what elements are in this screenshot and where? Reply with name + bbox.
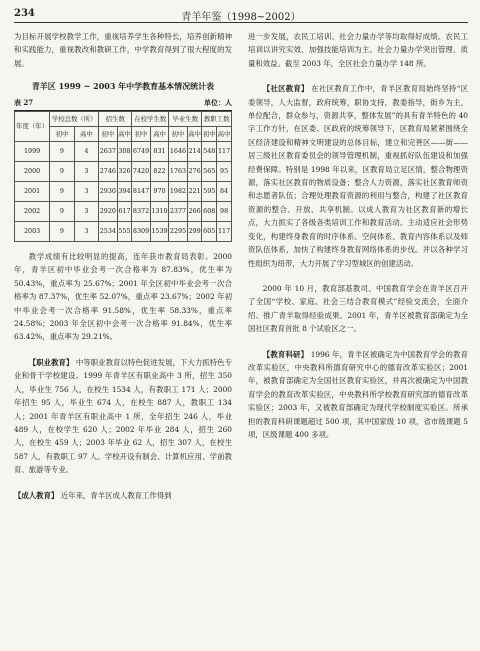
header-rule xyxy=(14,22,468,23)
col-graduates: 毕业生数 xyxy=(169,112,202,127)
table-cell: 822 xyxy=(150,162,168,182)
table-cell: 608 xyxy=(202,202,217,222)
section-label: 【社区教育】 xyxy=(262,84,309,94)
table-cell: 1539 xyxy=(150,222,168,242)
year-cell: 2003 xyxy=(15,222,50,242)
sub-gao: 高中 xyxy=(117,127,132,142)
statistics-table xyxy=(14,111,232,242)
table-cell: 308 xyxy=(117,142,132,162)
col-enroll: 招生数 xyxy=(99,112,132,127)
table-cell: 831 xyxy=(150,142,168,162)
table-cell: 8147 xyxy=(132,182,150,202)
table-cell: 9 xyxy=(50,222,74,242)
table-cell: 266 xyxy=(187,202,202,222)
table-row xyxy=(15,182,232,202)
table-cell: 1646 xyxy=(169,142,187,162)
table-cell: 394 xyxy=(117,182,132,202)
table-cell: 3 xyxy=(74,222,98,242)
right-paragraph-1: 进一步发展，农民工培训、社会力量办学等均取得好成绩。农民工培训以讲究实效、加强技能培训为主。社会力量办学突出管理、质量和效益。截至 2003 年，全区社会力量办学 148 所。 xyxy=(248,32,468,68)
table-cell: 326 xyxy=(117,162,132,182)
table-cell: 565 xyxy=(202,162,217,182)
col-schools: 学校总数（所） xyxy=(50,112,99,127)
table-cell: 1310 xyxy=(150,202,168,222)
right-column xyxy=(248,30,468,441)
table-cell: 299 xyxy=(187,222,202,242)
table-cell: 595 xyxy=(202,182,217,202)
table-cell: 2295 xyxy=(169,222,187,242)
table-cell: 117 xyxy=(217,222,232,242)
page-number: 234 xyxy=(14,8,35,19)
section-label: 【成人教育】 xyxy=(14,490,59,500)
table-cell: 3 xyxy=(74,202,98,222)
table-cell: 2637 xyxy=(99,142,117,162)
table-cell: 3 xyxy=(74,162,98,182)
table-cell: 8309 xyxy=(132,222,150,242)
table-cell: 2746 xyxy=(99,162,117,182)
left-paragraph-1: 为目标开展学校教学工作，重视培养学生各种特长，培养创新精神和实践能力，重视教改和教研工作，中学教育得到了很大程度的发展。 xyxy=(14,32,232,68)
col-year: 年度（年） xyxy=(15,112,50,142)
table-cell: 9 xyxy=(50,182,74,202)
table-cell: 221 xyxy=(187,182,202,202)
table-cell: 1982 xyxy=(169,182,187,202)
sub-gao: 高中 xyxy=(74,127,98,142)
year-cell: 2002 xyxy=(15,202,50,222)
table-cell: 3 xyxy=(74,182,98,202)
table-cell: 617 xyxy=(117,202,132,222)
table-id: 表 27 xyxy=(14,97,34,107)
table-cell: 2920 xyxy=(99,202,117,222)
table-cell: 7420 xyxy=(132,162,150,182)
table-cell: 605 xyxy=(202,222,217,242)
table-title: 青羊区 1999 ~ 2003 年中学教育基本情况统计表 xyxy=(31,81,215,92)
table-cell: 2930 xyxy=(99,182,117,202)
table-cell: 2377 xyxy=(169,202,187,222)
table-row xyxy=(15,142,232,162)
table-cell: 555 xyxy=(117,222,132,242)
table-cell: 970 xyxy=(150,182,168,202)
section-text: 中等职业教育以特色促进发展，下大力抓特色专业和骨干学校建设。1999 年青羊区有职业高中 3 所，招生 350 人，毕业生 756 人，在校生 1534 人，有教职工 171 人；2000 年招生 95 人，毕业生 674 人，在校生 887 人，教职工 134 人；2001 年青羊区有职业高中 1 所，全年招生 246 人，毕业 489 人，在校学生 620 人；2002 年毕业 284 人，招生 260 人，在校生 459 人；2003 年毕业 62 人，招生 307 人，在校生 587 人，有教职工 97 人。学校开设有制会、计算机应用、学前教育、旅游等专业。 xyxy=(14,357,232,475)
section-adult xyxy=(14,489,232,502)
col-staff: 教职工数 xyxy=(202,112,232,127)
table-row xyxy=(15,222,232,242)
table-cell: 9 xyxy=(50,142,74,162)
sub-chu: 初中 xyxy=(202,127,217,142)
sub-gao: 高中 xyxy=(150,127,168,142)
table-cell: 9 xyxy=(50,162,74,182)
table-cell: 548 xyxy=(202,142,217,162)
left-column xyxy=(14,30,232,502)
table-cell: 9 xyxy=(50,202,74,222)
section-vocational xyxy=(14,356,232,477)
table-row xyxy=(15,162,232,182)
table-meta xyxy=(14,96,232,111)
right-paragraph-2: 2000 年 10 月，教育部基教司、中国教育学会在青羊区召开了全国“学校、家庭、社会三结合教育模式”经验交流会，全面介绍、推广青羊取得经验成果。2001 年，青羊区被教育部确定为全国社区教育首批 8 个试验区之一。 xyxy=(248,283,468,334)
table-unit: 单位：人 xyxy=(204,97,232,107)
section-label: 【教育科研】 xyxy=(262,349,309,359)
table-cell: 84 xyxy=(217,182,232,202)
section-text: 1996 年，青羊区被确定为中国教育学会的教育改革实验区，中央教科所德育研究中心的德育改革实验区；2001 年，被教育部确定为全国社区教育实验区，并再次被确定为中国教育学会的教育改革实验区，中央教科所学校教育研究部的德育改革实验区；2003 年，又被教育部确定为现代学校制度实验区。所承担的教育科研课题超过 500 项，其中国家级 10 项，省市级课题 5 项，区级课题 400 多项。 xyxy=(248,349,468,439)
section-text: 近年来，青羊区成人教育工作得到 xyxy=(60,490,172,500)
section-research xyxy=(248,348,468,442)
table-cell: 214 xyxy=(187,142,202,162)
table-row xyxy=(15,202,232,222)
col-instudy: 在校学生数 xyxy=(132,112,169,127)
sub-gao: 高中 xyxy=(187,127,202,142)
table-cell: 95 xyxy=(217,162,232,182)
running-title: 青羊年鉴（1998~2002） xyxy=(181,12,301,23)
year-cell: 1999 xyxy=(15,142,50,162)
table-cell: 117 xyxy=(217,142,232,162)
sub-chu: 初中 xyxy=(169,127,187,142)
section-community xyxy=(248,82,468,270)
table-cell: 98 xyxy=(217,202,232,222)
year-cell: 2000 xyxy=(15,162,50,182)
sub-chu: 初中 xyxy=(132,127,150,142)
year-cell: 2001 xyxy=(15,182,50,202)
sub-gao: 高中 xyxy=(217,127,232,142)
table-cell: 276 xyxy=(187,162,202,182)
section-label: 【职业教育】 xyxy=(28,357,74,367)
table-cell: 4 xyxy=(74,142,98,162)
section-text: 在社区教育工作中，青羊区教育局始终坚持“区委领导，人大监督，政府统筹，职协支持，教委指导，街乡为主，单位配合，群众参与，资源共享，整体发展”的具有青羊特色的 40 字工作方针，在区委、区政府的统筹领导下，区教育局紧紧围绕全区经济建设和精神文明建设的总体目标，建立和完善区——街——居三级社区教育委员会的领导管理机制，重视抓好队伍建设和加强经费保障。特别是 1998 年以来，区教育局立足区情，整合物理资源，落实社区教育的物质设备；整合人力资源，落实社区教育师资和志愿者队伍；合理处理教育资源的利用与整合，构建了社区教育资源的整合、开放、共享机制。以成人教育为社区教育新的增长点，大力抓实了各级各类培训工作和教育活动。主动适应社会形势变化，构建终身教育的时序体系、空间体系、教育内容体系以及师资队伍体系，加快了构建终身教育网络体系的步伐。并以各种学习性组织为纽带，大力开展了学习型城区的创建活动。 xyxy=(248,84,468,268)
sub-chu: 初中 xyxy=(99,127,117,142)
table-cell: 2534 xyxy=(99,222,117,242)
table-cell: 6749 xyxy=(132,142,150,162)
left-paragraph-2: 教学成绩有比较明显的提高，连年获市教育局表彰。2000 年，青羊区初中毕业会考一次合格率为 87.83%，优生率为 50.43%，重点率为 25.67%；2001 年全区初中毕业会考一次合格率为 87.37%，优生率 52.07%，重点率 23.67%；2002 年初中毕业会考一次合格率 91.58%，优生率 58.33%，重点率 24.58%；2003 年全区初中会考一次合格率 91.84%，优生率 63.42%，重点率为 29.21%。 xyxy=(14,252,232,342)
table-cell: 1763 xyxy=(169,162,187,182)
table-cell: 8372 xyxy=(132,202,150,222)
sub-chu: 初中 xyxy=(50,127,74,142)
